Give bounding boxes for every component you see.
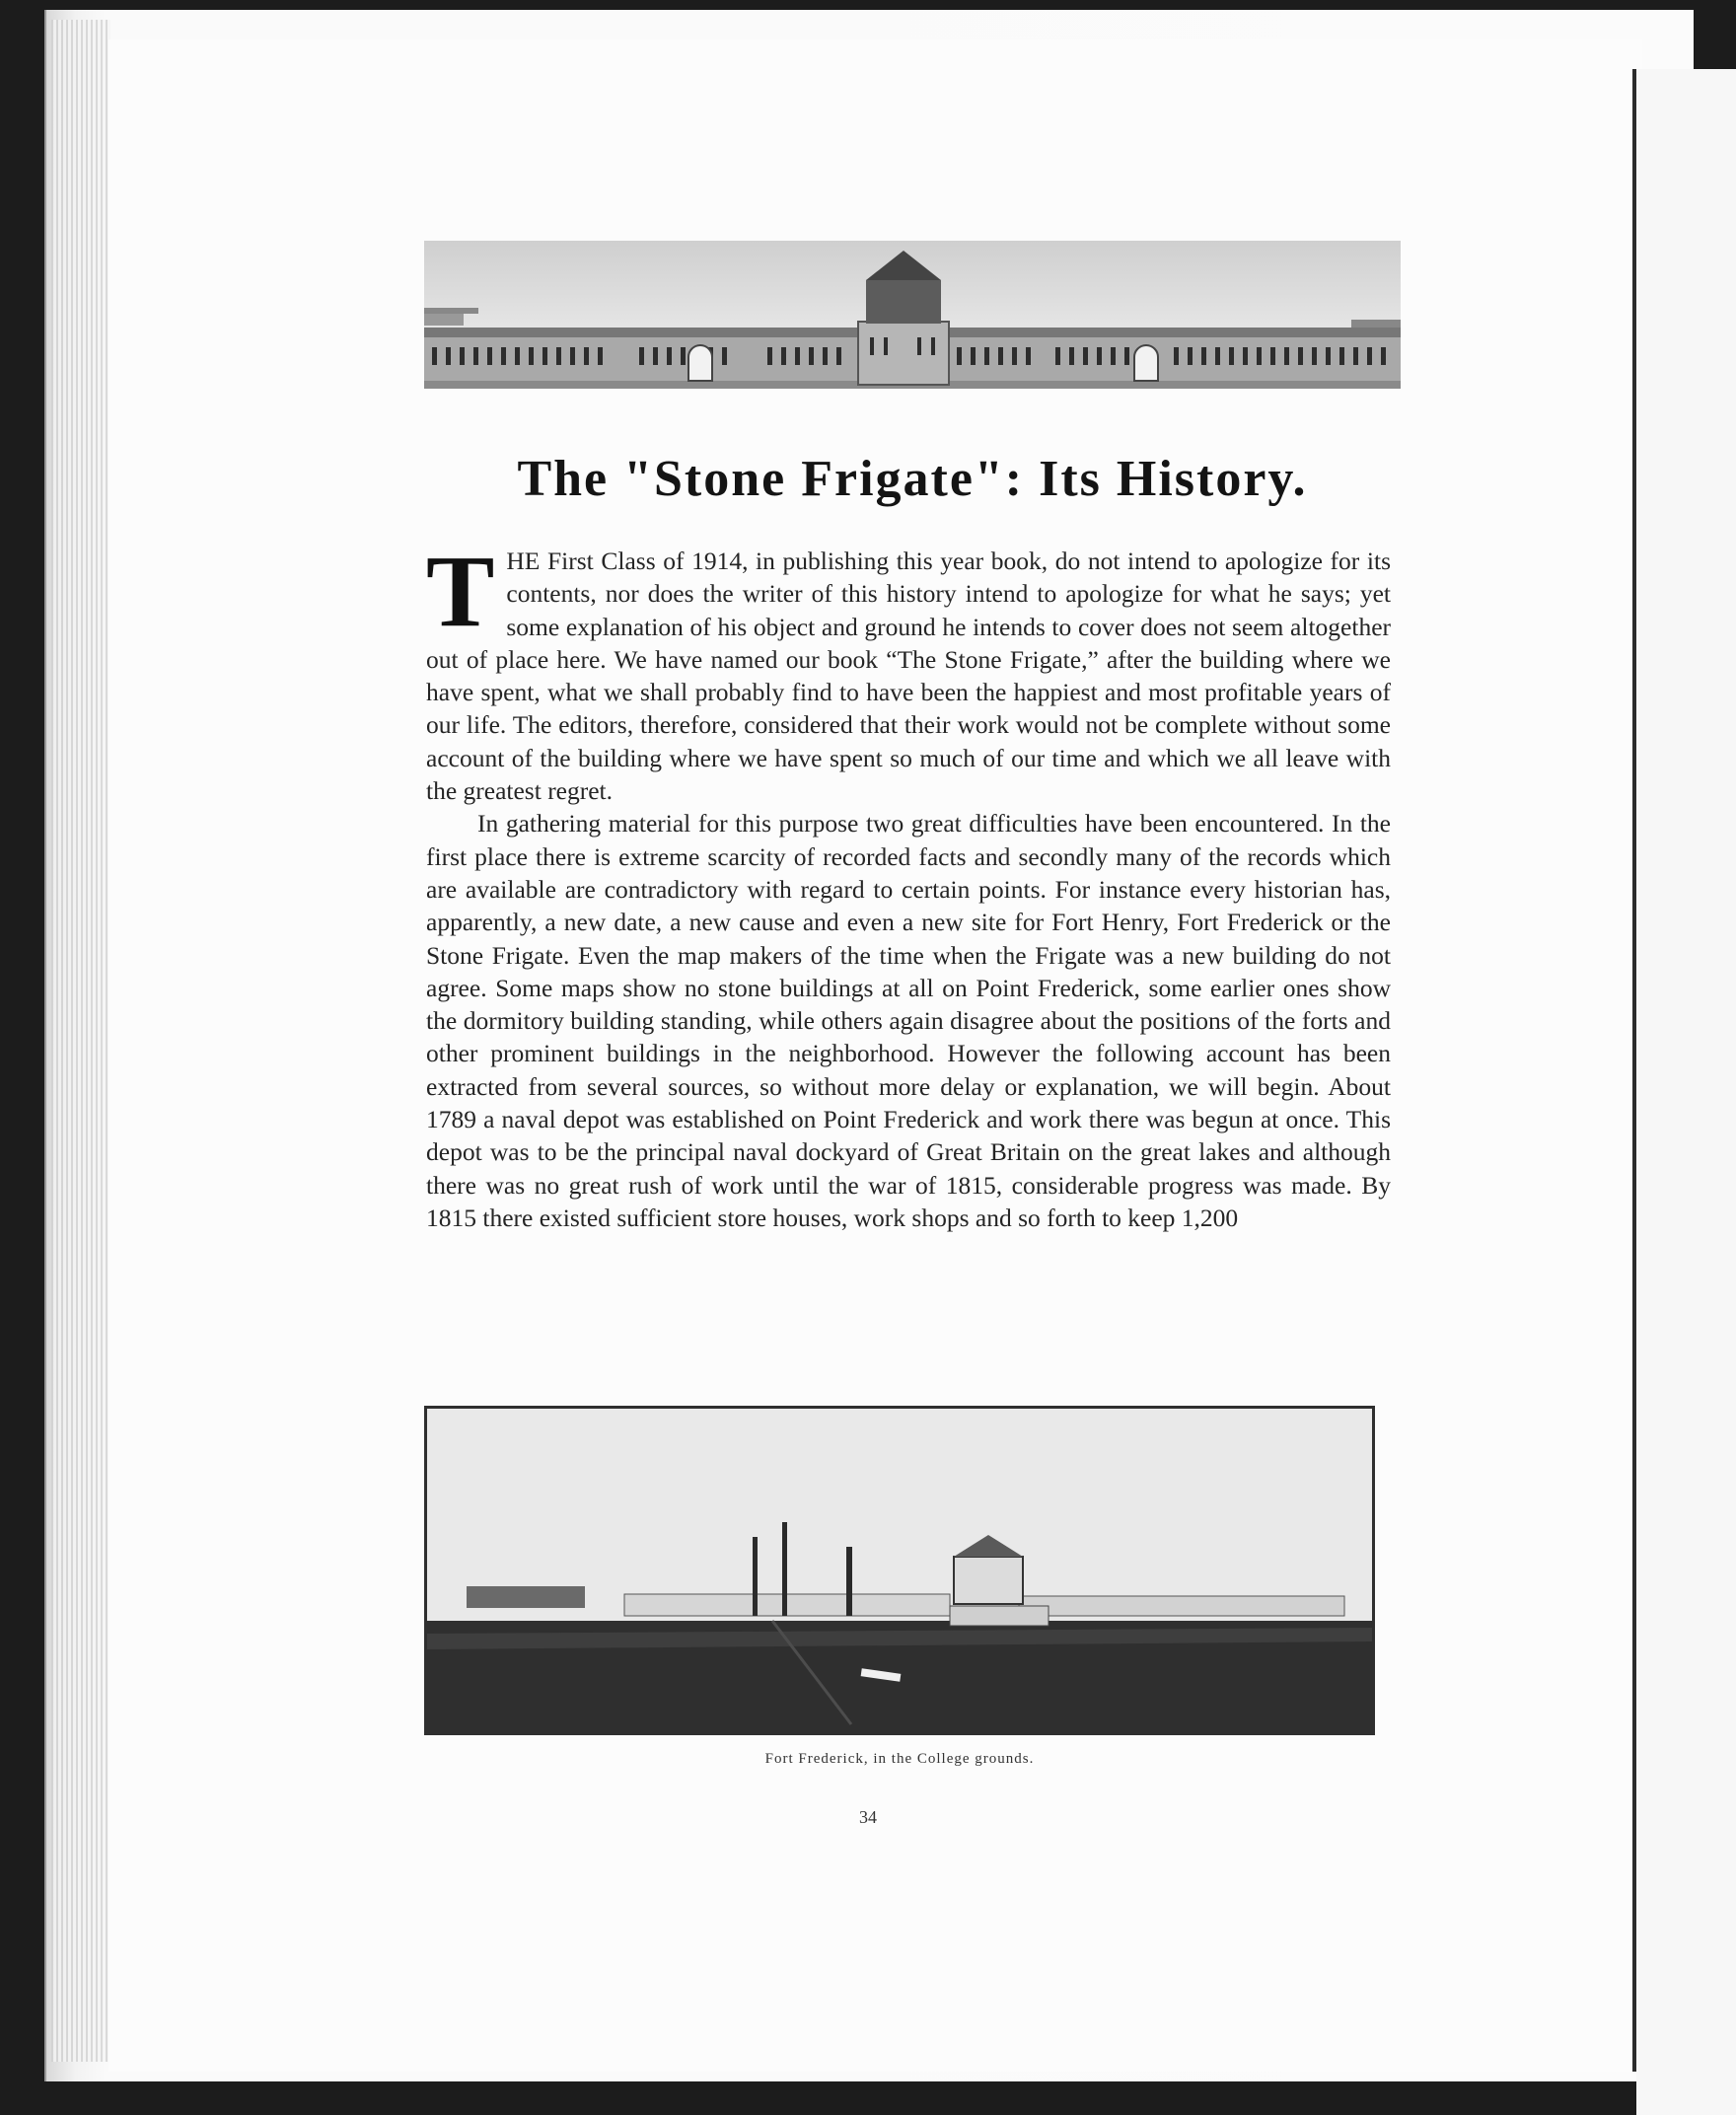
photo-caption: Fort Frederick, in the College grounds.: [764, 1751, 1035, 1767]
article-paragraph-1: [426, 535, 1391, 807]
header-banner-illustration: [424, 241, 1401, 389]
page-title: The "Stone Frigate": Its History.: [517, 451, 1308, 507]
page-number: 34: [859, 1807, 877, 1827]
article-body: [426, 535, 1391, 1234]
article-paragraph-2: In gathering material for this purpose two great difficulties have been encountered. In the first place there is extreme scarcity of recorded facts and secondly many of the records which are available are contradictory with regard to certain points. For instance every historian has, apparently, a new date, a new cause and even a new site for Fort Henry, Fort Frederick or the Stone Frigate. Even the map makers of the time when the Frigate was a new building do not agree. Some maps show no stone buildings at all on Point Frederick, some earlier ones show the dormitory building standing, while others again disagree about the positions of the forts and other prominent buildings in the neighborhood. However the following account has been extracted from several sources, so without more delay or explanation, we will begin. About 1789 a naval depot was established on Point Frederick and work there was begun at once. This depot was to be the principal naval dockyard of Great Britain on the great lakes and although there was no great rush of work until the war of 1815, considerable progress was made. By 1815 there existed sufficient store houses, work shops and so forth to keep 1,200: [426, 809, 1391, 1232]
paragraph-1-text: HE First Class of 1914, in publishing this year book, do not intend to apologize for its contents, nor does the writer of this history intend to apologize for what he says; yet some explanation of his object and ground he intends to cover does not seem altogether out of place here. We have named our book “The Stone Frigate,” after the building where we have spent, what we shall probably find to have been the happiest and most profitable years of our life. The editors, therefore, considered that their work would not be complete without some account of the building where we have spent so much of our time and which we all leave with the greatest regret.: [426, 547, 1391, 806]
facing-page: [1636, 69, 1736, 2115]
drop-cap: T: [426, 535, 495, 648]
fort-frederick-photo: [424, 1406, 1375, 1735]
page-edges: [51, 20, 110, 2062]
